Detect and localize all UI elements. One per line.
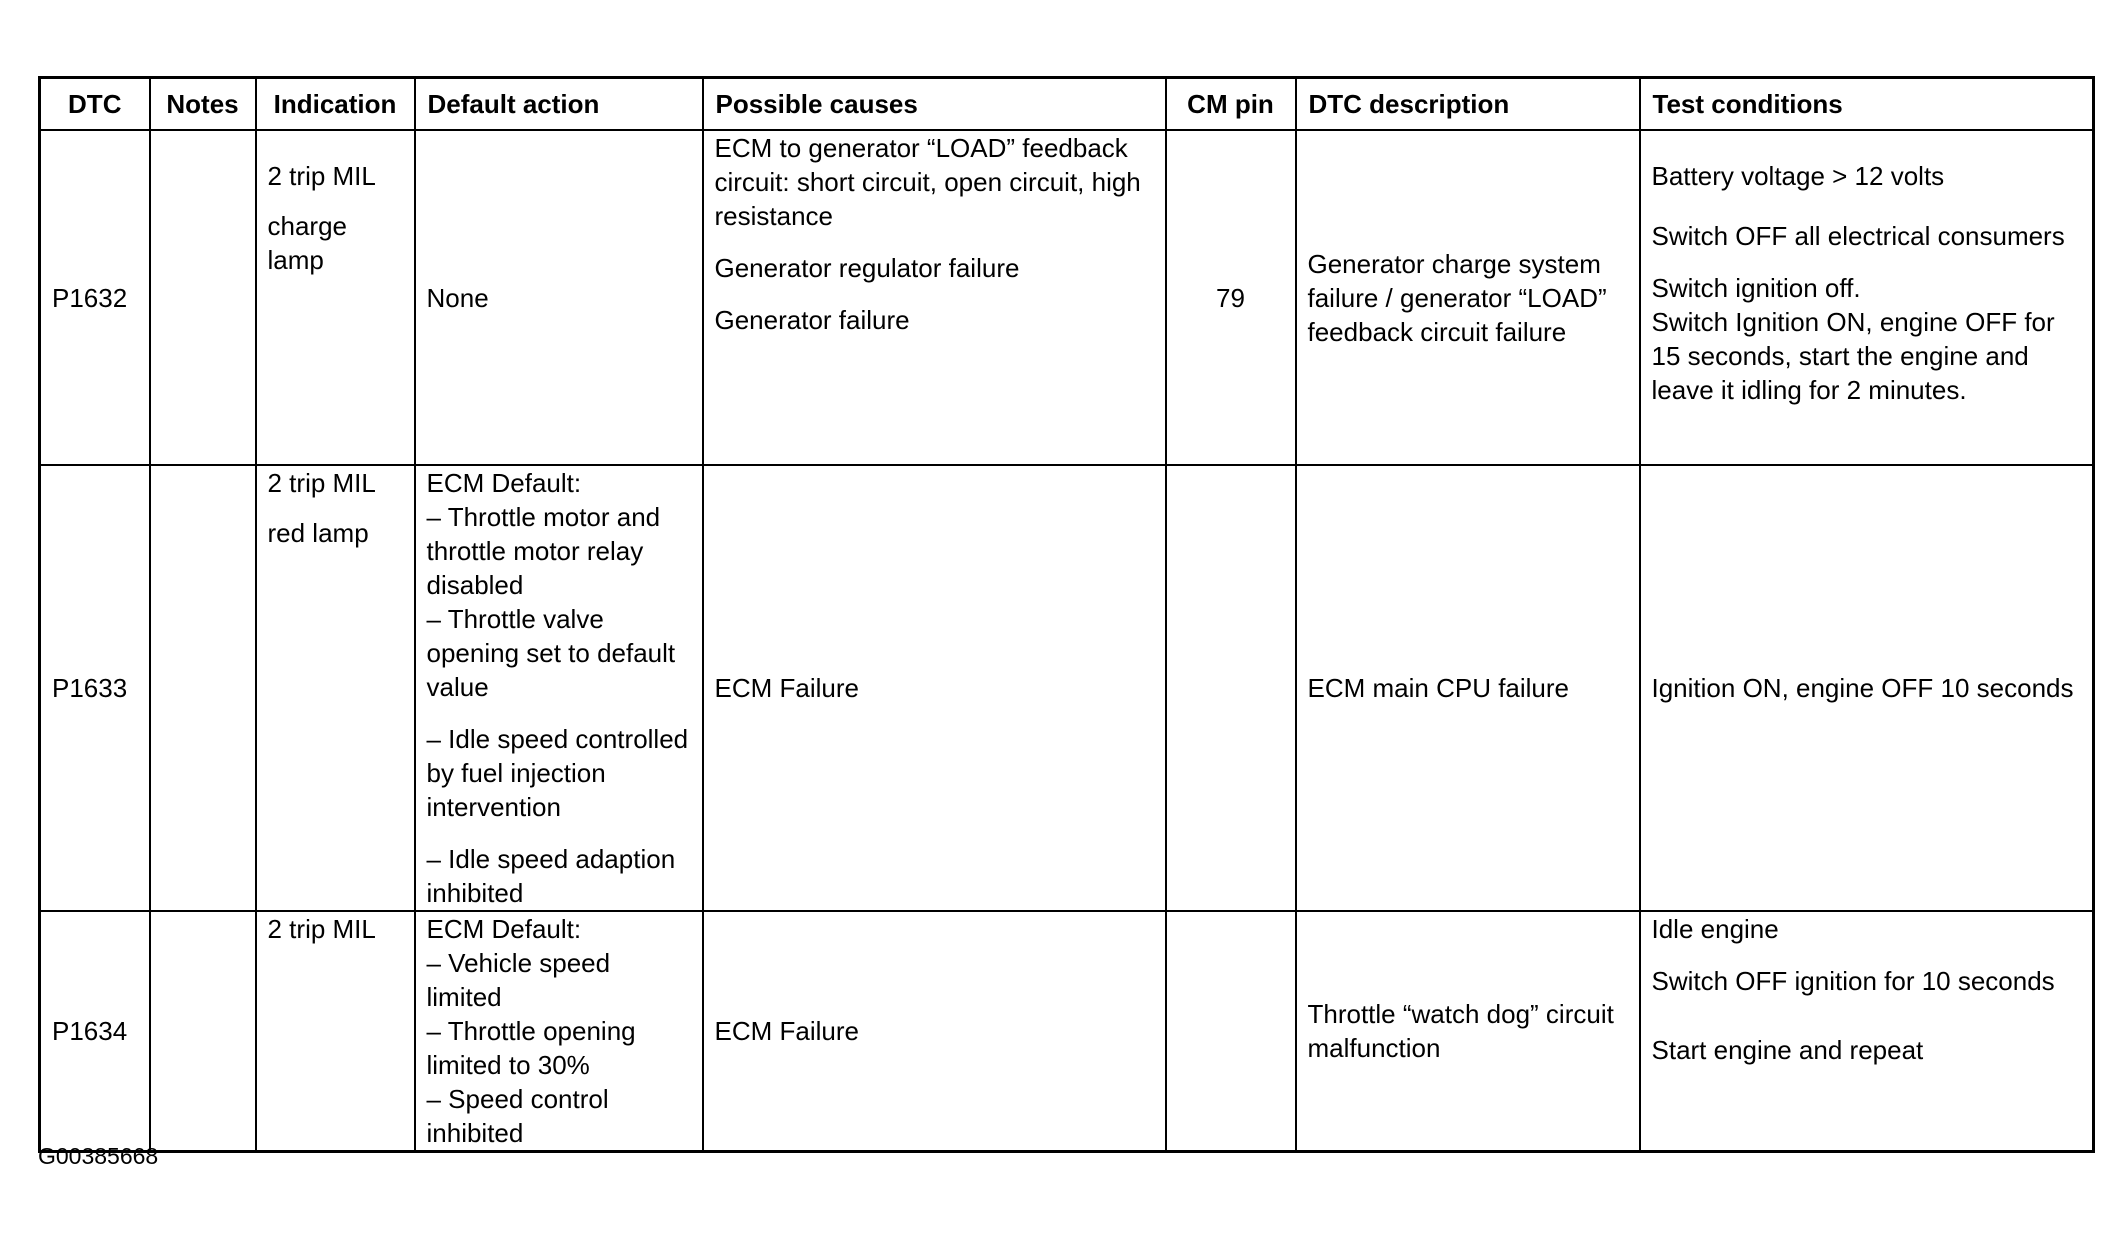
default-action-cell: [415, 130, 703, 465]
dtc-description-cell: ECM main CPU failure: [1296, 465, 1640, 911]
test-condition-line: Idle engine: [1651, 914, 1779, 944]
possible-causes-cell: [703, 465, 1166, 911]
header-possible-causes: Possible causes: [703, 78, 1166, 131]
default-action-line: ECM Default:: [426, 468, 582, 498]
test-condition-line: Switch Ignition ON, engine OFF for 15 seconds, start the engine and leave it idling for 2 minutes.: [1651, 307, 2055, 405]
indication-line: 2 trip MIL: [267, 914, 376, 944]
header-dtc-description: DTC description: [1296, 78, 1640, 131]
figure-id: G00385668: [38, 1143, 159, 1169]
test-conditions-cell: [1640, 911, 2094, 1152]
test-condition-line: Switch OFF all electrical consumers: [1651, 221, 2065, 251]
default-action-line: – Throttle valve opening set to default value: [426, 604, 676, 702]
dtc-code: P1633: [40, 465, 150, 911]
test-conditions-cell: [1640, 465, 2094, 911]
test-condition-line: Start engine and repeat: [1651, 1035, 1924, 1065]
test-condition-line: Battery voltage > 12 volts: [1651, 161, 1945, 191]
cause-line: Generator regulator failure: [714, 253, 1020, 283]
table-row: [40, 911, 2094, 1152]
cm-pin-cell: [1166, 911, 1296, 1152]
default-action-cell: [415, 465, 703, 911]
default-action-line: – Idle speed controlled by fuel injection intervention: [426, 724, 689, 822]
header-dtc: DTC: [40, 78, 150, 131]
dtc-description-cell: Throttle “watch dog” circuit malfunction: [1296, 911, 1640, 1152]
test-conditions-cell: [1640, 130, 2094, 465]
header-test-conditions: Test conditions: [1640, 78, 2094, 131]
dtc-code: P1632: [40, 130, 150, 465]
test-condition-line: Ignition ON, engine OFF 10 seconds: [1651, 673, 2074, 703]
cause-line: ECM Failure: [714, 673, 859, 703]
indication-line: 2 trip MIL: [267, 161, 376, 191]
default-action-cell: [415, 911, 703, 1152]
header-indication: Indication: [256, 78, 415, 131]
dtc-description-cell: Generator charge system failure / generator “LOAD” feedback circuit failure: [1296, 130, 1640, 465]
cm-pin-cell: [1166, 465, 1296, 911]
indication-cell: [256, 911, 415, 1152]
indication-line: charge lamp: [267, 211, 347, 275]
cm-pin-cell: 79: [1166, 130, 1296, 465]
table-row: [40, 130, 2094, 465]
table-row: [40, 465, 2094, 911]
default-action-line: ECM Default:: [426, 914, 582, 944]
cause-line: ECM to generator “LOAD” feedback circuit: short circuit, open circuit, high resistance: [714, 133, 1141, 231]
default-action-line: – Idle speed adaption inhibited: [426, 844, 676, 908]
default-action-line: – Vehicle speed limited: [426, 948, 611, 1012]
possible-causes-cell: [703, 130, 1166, 465]
notes-cell: [150, 911, 256, 1152]
header-default-action: Default action: [415, 78, 703, 131]
header-notes: Notes: [150, 78, 256, 131]
cause-line: ECM Failure: [714, 1016, 859, 1046]
default-action-line: – Speed control inhibited: [426, 1084, 609, 1148]
notes-cell: [150, 465, 256, 911]
indication-cell: [256, 130, 415, 465]
test-condition-line: Switch ignition off.: [1651, 273, 1861, 303]
notes-cell: [150, 130, 256, 465]
indication-line: red lamp: [267, 518, 369, 548]
default-action-line: None: [426, 282, 489, 313]
dtc-table: [38, 76, 2095, 1153]
possible-causes-cell: [703, 911, 1166, 1152]
default-action-line: – Throttle opening limited to 30%: [426, 1016, 636, 1080]
indication-line: 2 trip MIL: [267, 468, 376, 498]
default-action-line: – Throttle motor and throttle motor relay disabled: [426, 502, 661, 600]
header-row: [40, 78, 2094, 131]
cause-line: Generator failure: [714, 305, 910, 335]
dtc-code: P1634: [40, 911, 150, 1152]
test-condition-line: Switch OFF ignition for 10 seconds: [1651, 966, 2055, 996]
header-cm-pin: CM pin: [1166, 78, 1296, 131]
indication-cell: [256, 465, 415, 911]
